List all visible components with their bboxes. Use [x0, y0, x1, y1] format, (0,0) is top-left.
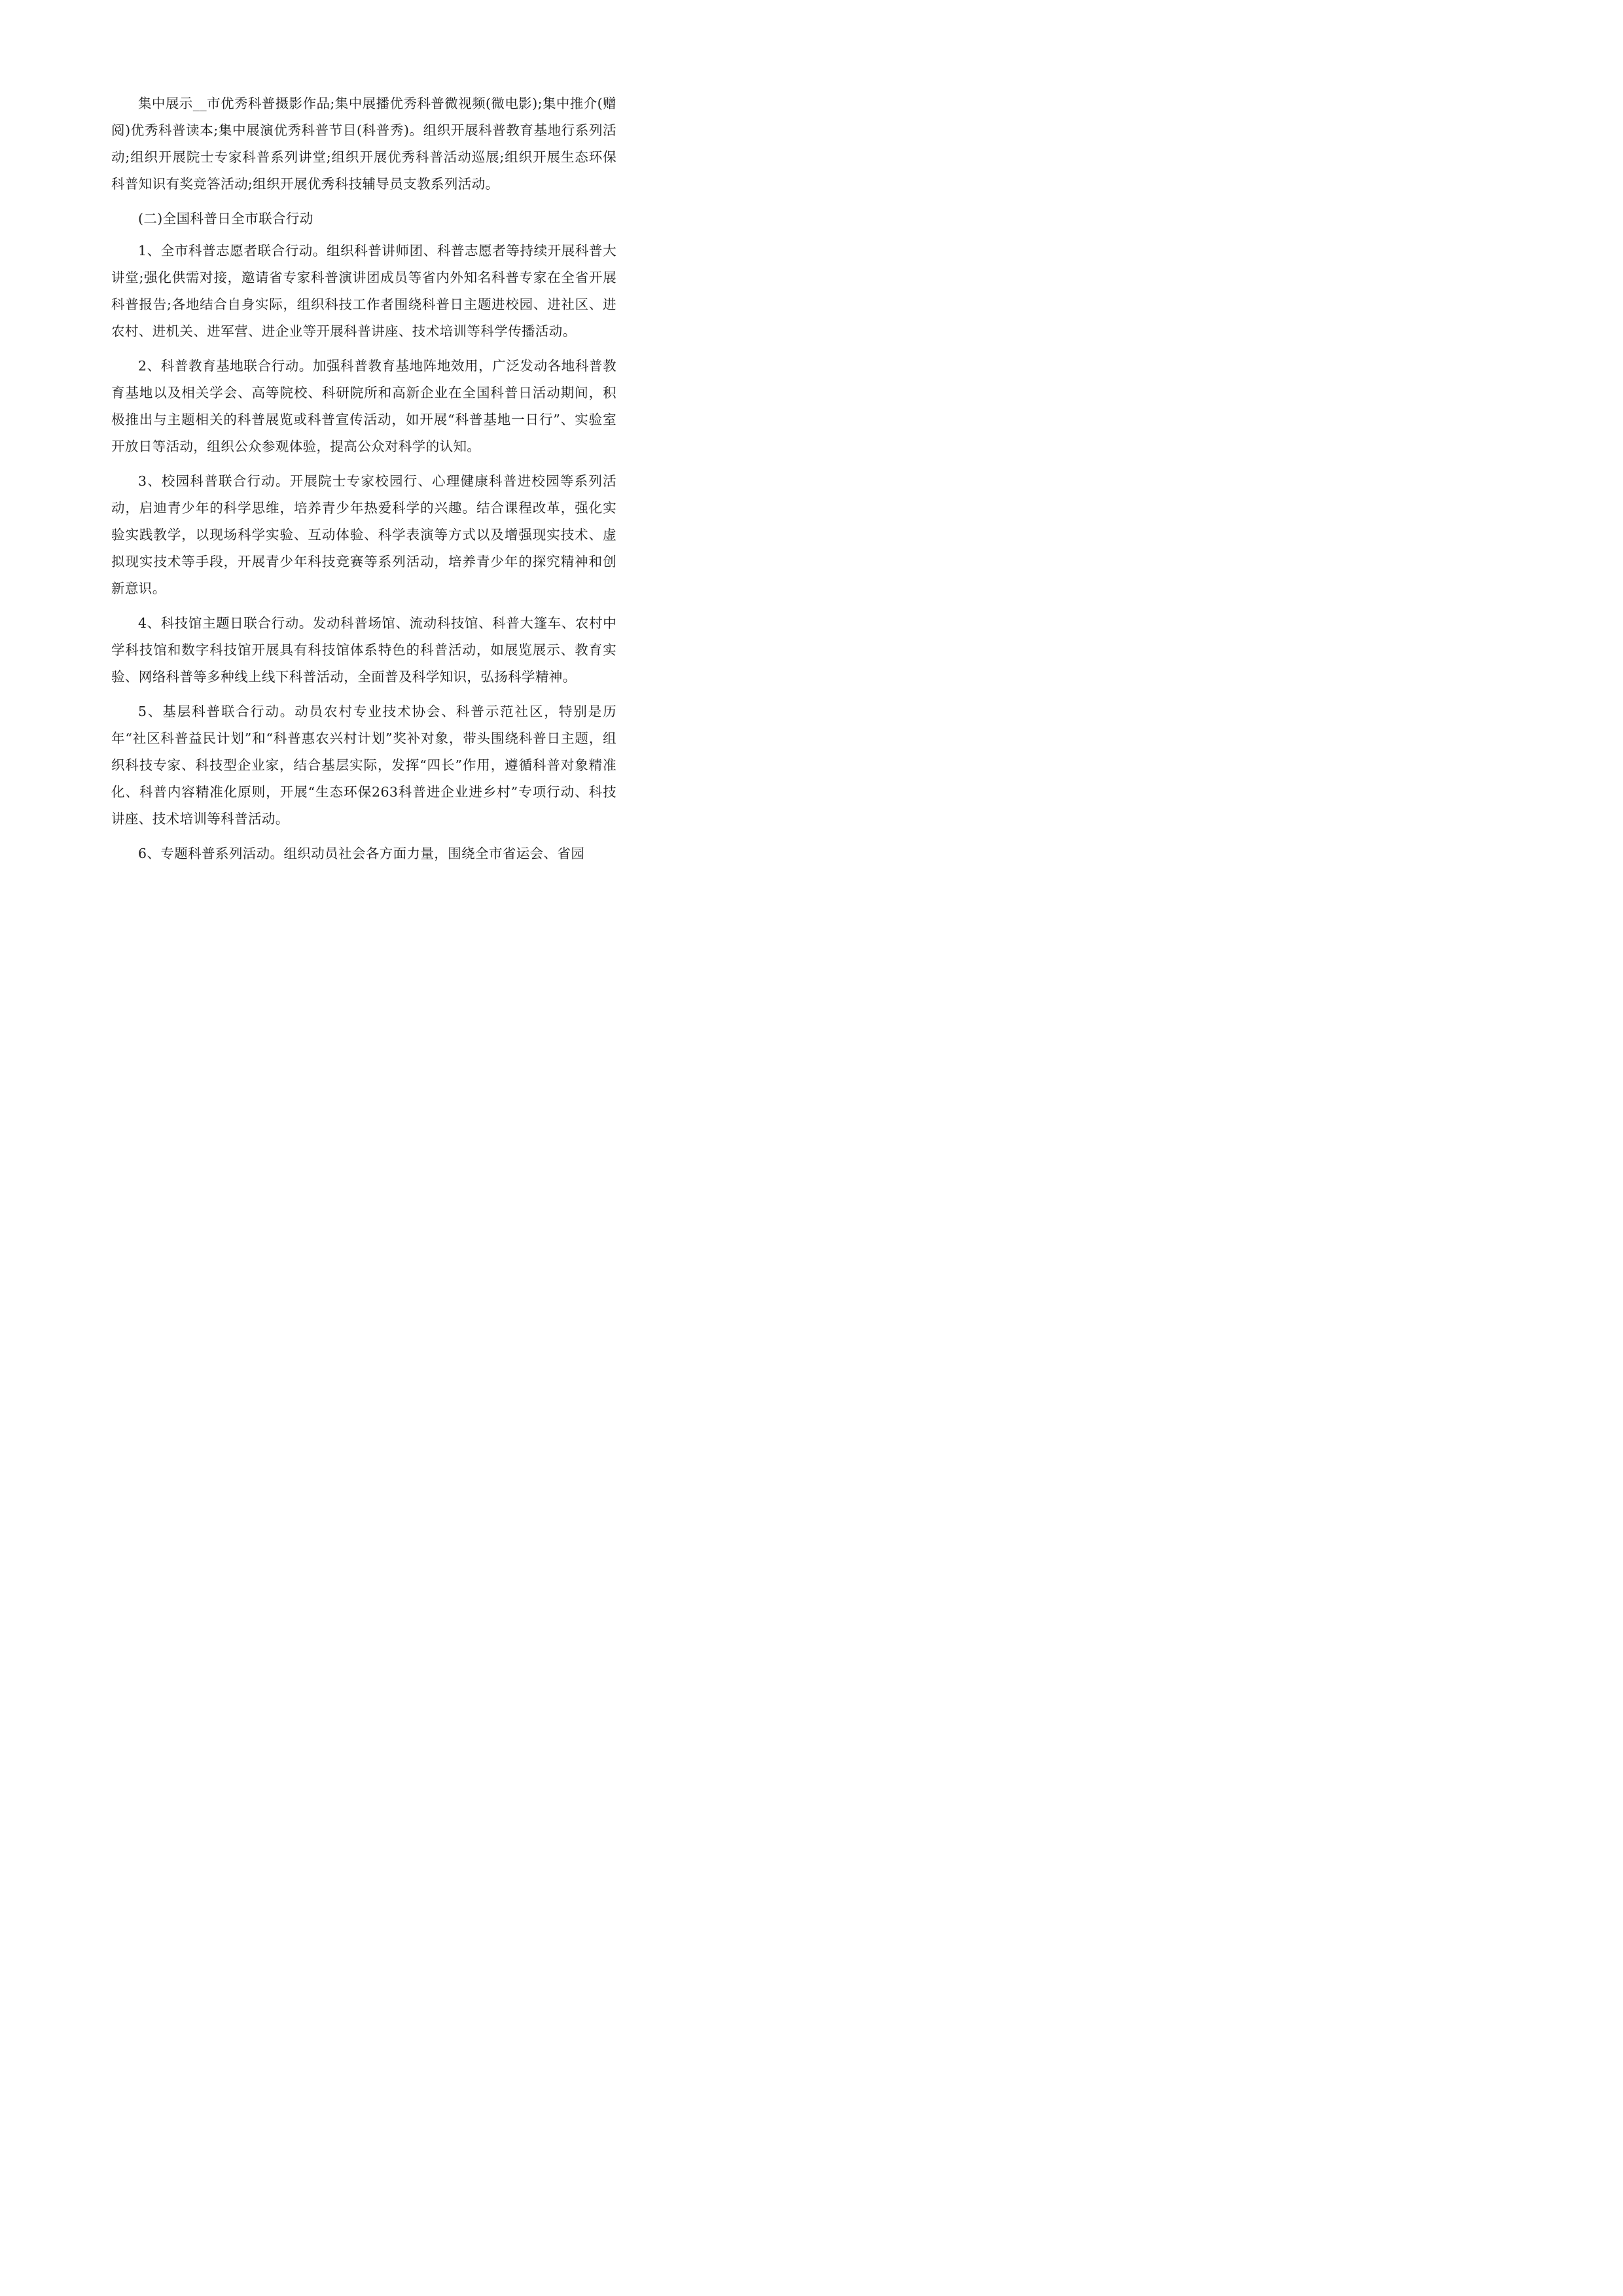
paragraph-item-4-science-museum: 4、科技馆主题日联合行动。发动科普场馆、流动科技馆、科普大篷车、农村中学科技馆和数字科技馆开展具有科技馆体系特色的科普活动，如展览展示、教育实验、网络科普等多种线上线下科普活动，全面普及科学知识，弘扬科学精神。	[111, 615, 616, 685]
paragraph-intro-activities: 集中展示__市优秀科普摄影作品;集中展播优秀科普微视频(微电影);集中推介(赠阅)优秀科普读本;集中展演优秀科普节目(科普秀)。组织开展科普教育基地行系列活动;组织开展院士专家科普系列讲堂;组织开展优秀科普活动巡展;组织开展生态环保科普知识有奖竞答活动;组织开展优秀科技辅导员支教系列活动。	[111, 96, 616, 192]
paragraph-item-1-volunteers: 1、全市科普志愿者联合行动。组织科普讲师团、科普志愿者等持续开展科普大讲堂;强化供需对接，邀请省专家科普演讲团成员等省内外知名科普专家在全省开展科普报告;各地结合自身实际，组织科技工作者围绕科普日主题进校园、进社区、进农村、进机关、进军营、进企业等开展科普讲座、技术培训等科学传播活动。	[111, 243, 616, 339]
paragraph-item-3-campus: 3、校园科普联合行动。开展院士专家校园行、心理健康科普进校园等系列活动，启迪青少年的科学思维，培养青少年热爱科学的兴趣。结合课程改革，强化实验实践教学，以现场科学实验、互动体验、科学表演等方式以及增强现实技术、虚拟现实技术等手段，开展青少年科技竞赛等系列活动，培养青少年的探究精神和创新意识。	[111, 473, 616, 596]
paragraph-item-6-special-topics: 6、专题科普系列活动。组织动员社会各方面力量，围绕全市省运会、省园	[138, 846, 585, 861]
document-page	[0, 0, 726, 1026]
section-heading-joint-action: (二)全国科普日全市联合行动	[138, 211, 313, 226]
paragraph-item-5-grassroots: 5、基层科普联合行动。动员农村专业技术协会、科普示范社区，特别是历年“社区科普益民计划”和“科普惠农兴村计划”奖补对象，带头围绕科普日主题，组织科技专家、科技型企业家，结合基层实际，发挥“四长”作用，遵循科普对象精准化、科普内容精准化原则，开展“生态环保263科普进企业进乡村”专项行动、科技讲座、技术培训等科普活动。	[111, 704, 616, 827]
paragraph-item-2-education-bases: 2、科普教育基地联合行动。加强科普教育基地阵地效用，广泛发动各地科普教育基地以及相关学会、高等院校、科研院所和高新企业在全国科普日活动期间，积极推出与主题相关的科普展览或科普宣传活动，如开展“科普基地一日行”、实验室开放日等活动，组织公众参观体验，提高公众对科学的认知。	[111, 358, 616, 454]
document-body	[111, 90, 616, 875]
